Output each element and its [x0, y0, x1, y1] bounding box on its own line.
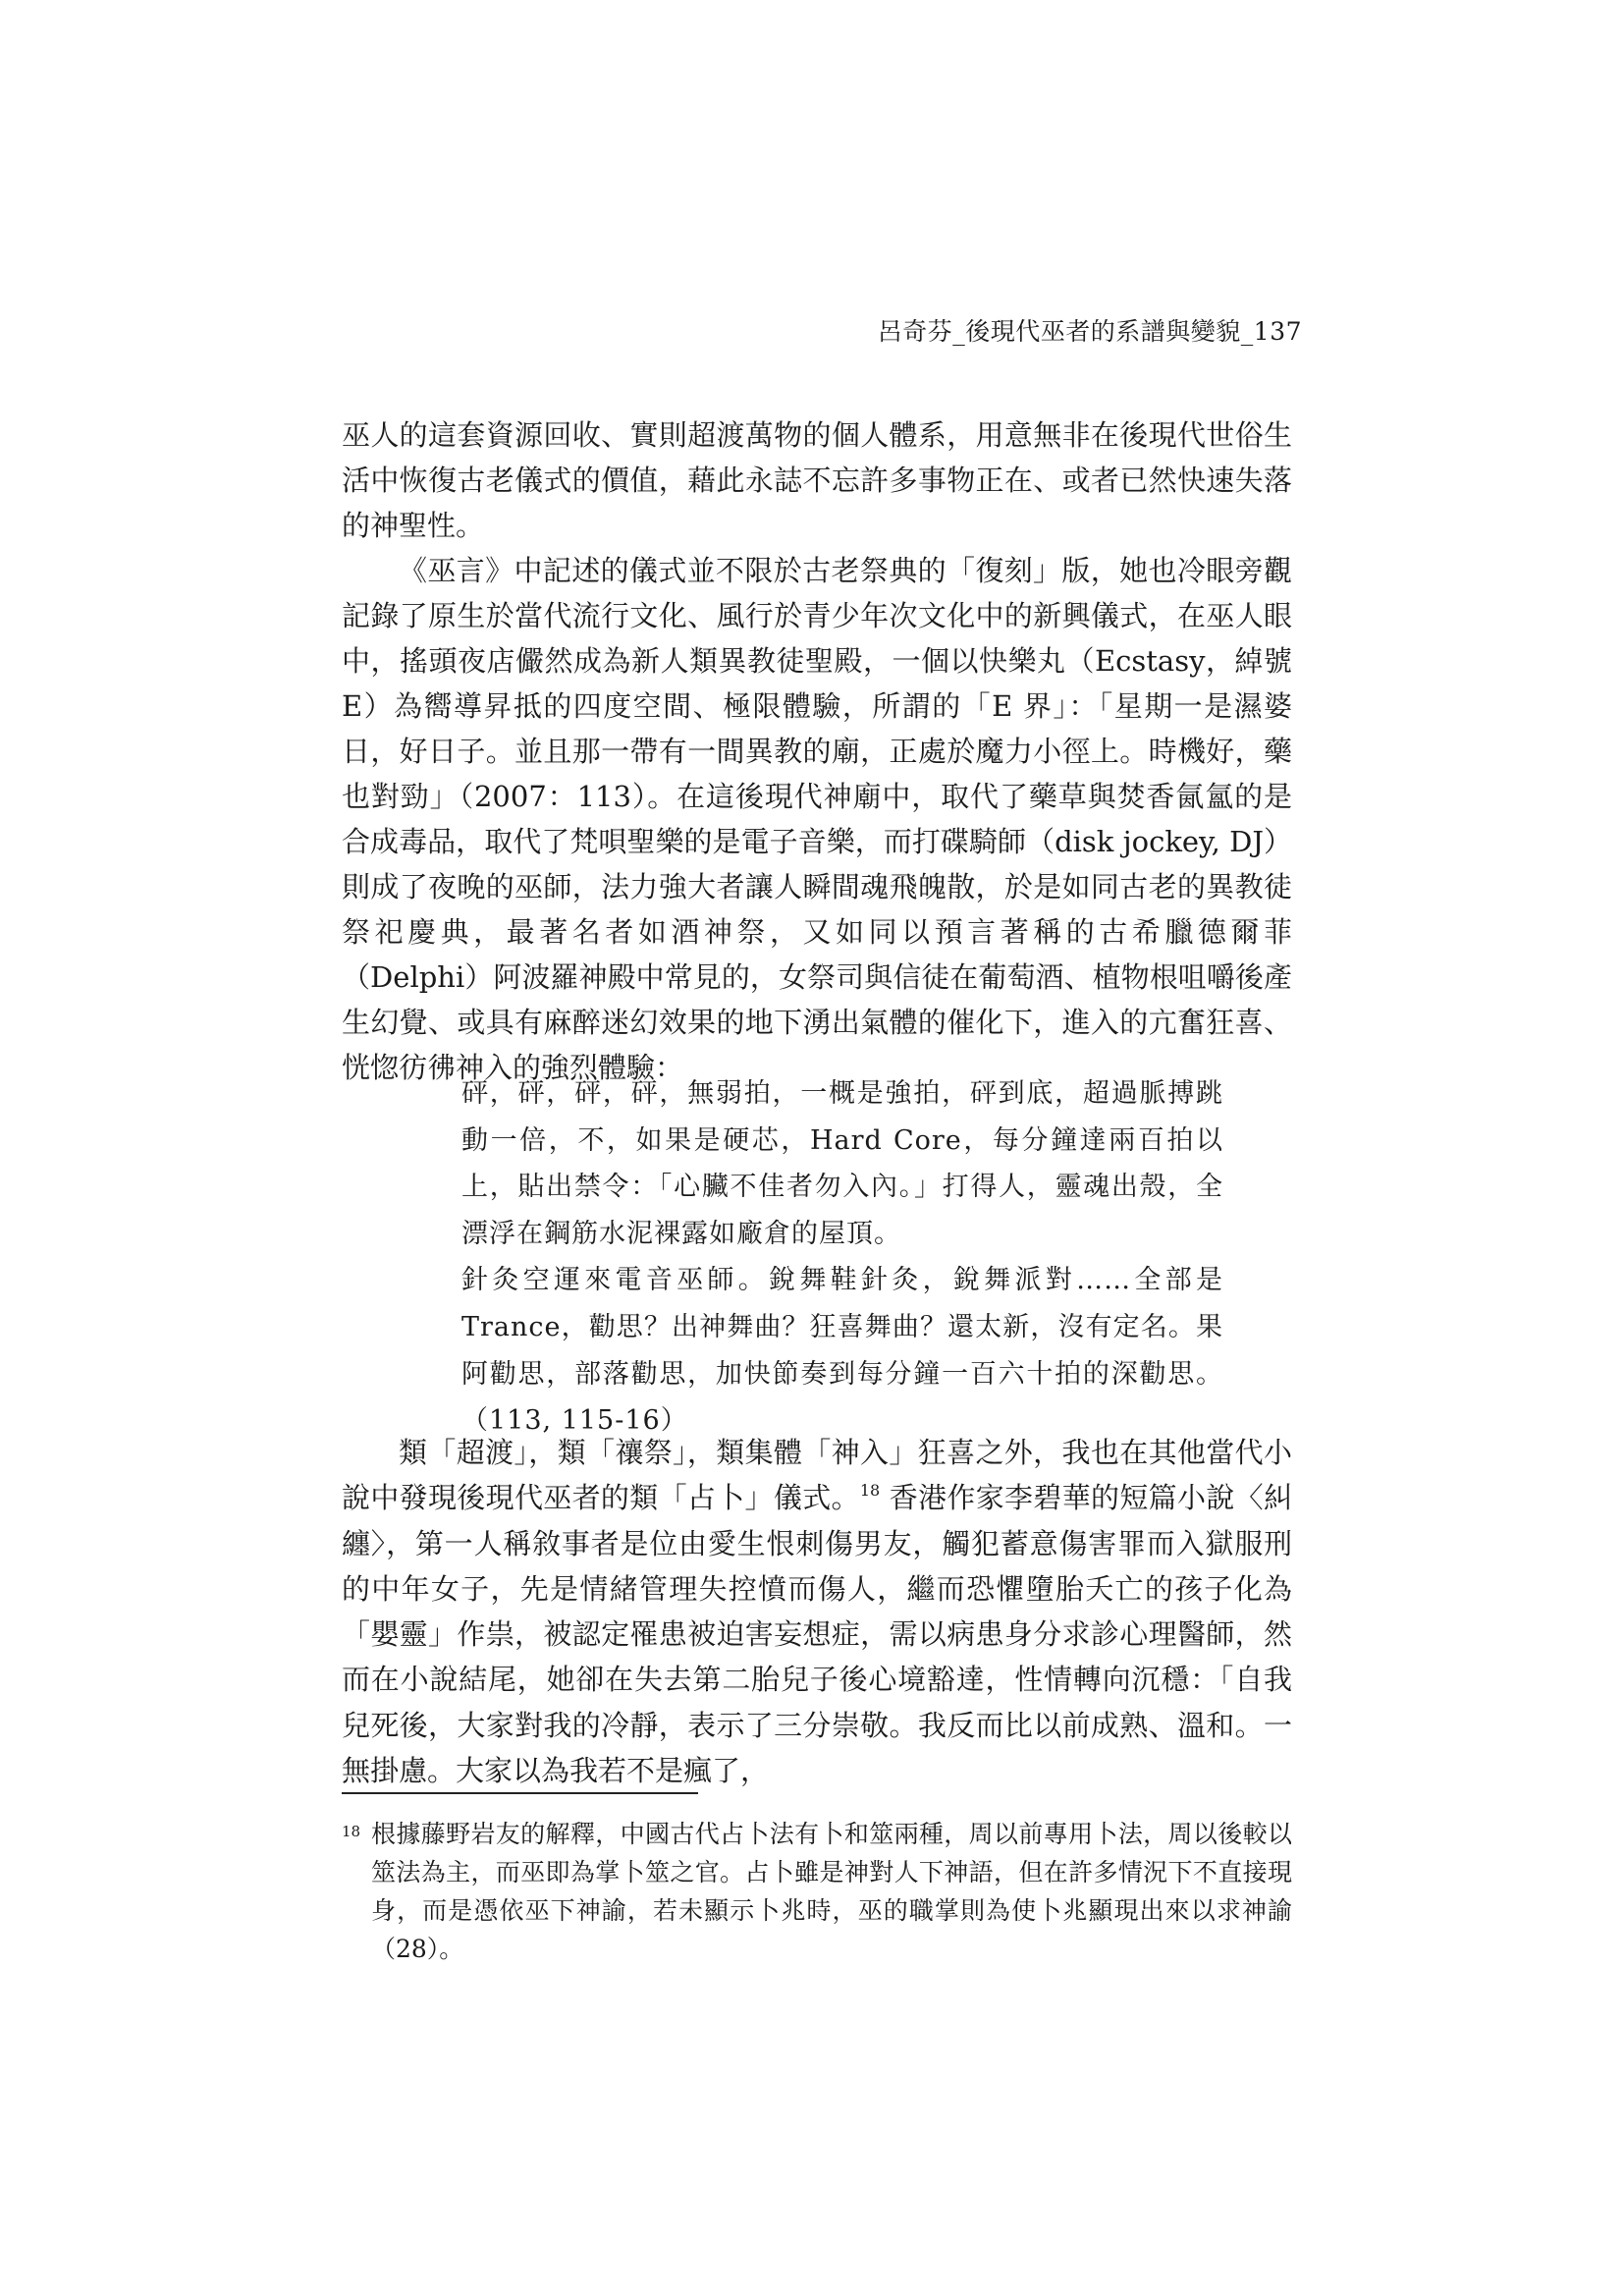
footnote-separator	[342, 1792, 698, 1794]
quote-paragraph-1: 砰，砰，砰，砰，無弱拍，一概是強拍，砰到底，超過脈搏跳動一倍，不，如果是硬芯，Hard Core，每分鐘達兩百拍以上，貼出禁令：「心臟不佳者勿入內。」打得人，靈魂出殼，全漂浮在鋼筋水泥裸露如廠倉的屋頂。	[461, 1078, 1223, 1249]
footnote	[342, 1815, 1292, 1968]
block-quote	[461, 1070, 1223, 1445]
quote-paragraph-2: 針灸空運來電音巫師。銳舞鞋針灸，銳舞派對……全部是 Trance，勸思？出神舞曲？狂喜舞曲？還太新，沒有定名。果阿勸思，部落勸思，加快節奏到每分鐘一百六十拍的深勸思。（113, 115-16）	[461, 1265, 1223, 1437]
paragraph-3	[342, 1430, 1292, 1793]
paragraph-3-part-2: 香港作家李碧華的短篇小說〈糾纏〉，第一人稱敘事者是位由愛生恨刺傷男友，觸犯蓄意傷害罪而入獄服刑的中年女子，先是情緒管理失控憤而傷人，繼而恐懼墮胎夭亡的孩子化為「嬰靈」作祟，被認定罹患被迫害妄想症，需以病患身分求診心理醫師，然而在小說結尾，她卻在失去第二胎兒子後心境豁達，性情轉向沉穩：「自我兒死後，大家對我的冷靜，表示了三分崇敬。我反而比以前成熟、溫和。一無掛慮。大家以為我若不是瘋了，	[342, 1481, 1292, 1788]
main-text-top	[342, 412, 1292, 1090]
footnote-text: 根據藤野岩友的解釋，中國古代占卜法有卜和筮兩種，周以前專用卜法，周以後較以筮法為主，而巫即為掌卜筮之官。占卜雖是神對人下神語，但在許多情況下不直接現身，而是憑依巫下神諭，若未顯示卜兆時，巫的職掌則為使卜兆顯現出來以求神諭（28）。	[371, 1820, 1292, 1963]
paragraph-3-part-1: 類「超渡」，類「禳祭」，類集體「神入」狂喜之外，我也在其他當代小說中發現後現代巫者的類「占卜」儀式。	[342, 1436, 1292, 1515]
paragraph-1: 巫人的這套資源回收、實則超渡萬物的個人體系，用意無非在後現代世俗生活中恢復古老儀式的價值，藉此永誌不忘許多事物正在、或者已然快速失落的神聖性。	[342, 418, 1292, 542]
main-text-bottom	[342, 1430, 1292, 1793]
footnote-reference[interactable]: 18	[859, 1481, 881, 1501]
running-head: 呂奇芬_後現代巫者的系譜與變貌_137	[877, 317, 1302, 346]
footnote-number: 18	[342, 1823, 361, 1840]
paragraph-2: 《巫言》中記述的儀式並不限於古老祭典的「復刻」版，她也冷眼旁觀記錄了原生於當代流行文化、風行於青少年次文化中的新興儀式，在巫人眼中，搖頭夜店儼然成為新人類異教徒聖殿，一個以快樂丸（Ecstasy，綽號 E）為嚮導昇抵的四度空間、極限體驗，所謂的「E 界」：「星期一是濕婆日，好日子。並且那一帶有一間異教的廟，正處於魔力小徑上。時機好，藥也對勁」（2007：113）。在這後現代神廟中，取代了藥草與焚香氤氳的是合成毒品，取代了梵唄聖樂的是電子音樂，而打碟騎師（disk jockey, DJ）則成了夜晚的巫師，法力強大者讓人瞬間魂飛魄散，於是如同古老的異教徒祭祀慶典，最著名者如酒神祭，又如同以預言著稱的古希臘德爾菲（Delphi）阿波羅神殿中常見的，女祭司與信徒在葡萄酒、植物根咀嚼後產生幻覺、或具有麻醉迷幻效果的地下湧出氣體的催化下，進入的亢奮狂喜、恍惚彷彿神入的強烈體驗：	[342, 554, 1292, 1084]
